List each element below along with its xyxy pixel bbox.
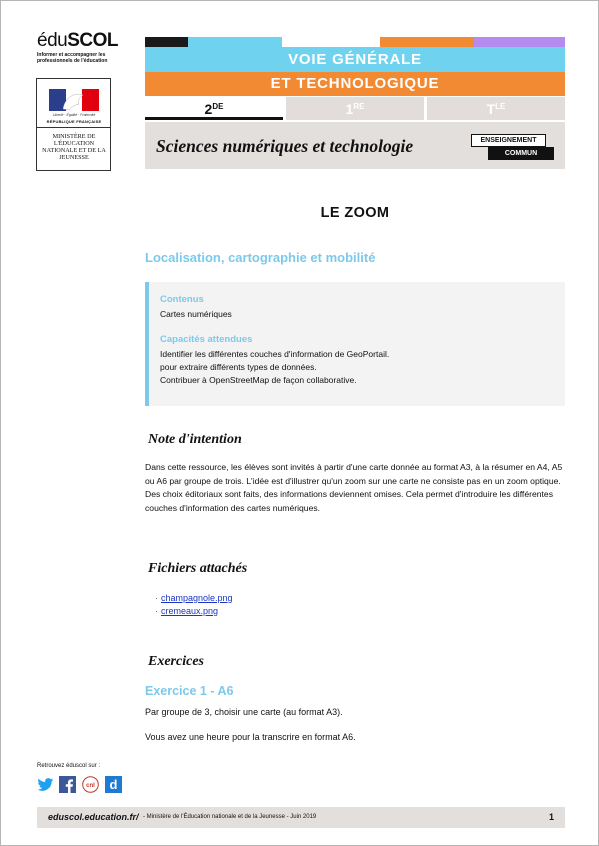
exercise-line: Vous avez une heure pour la transcrire en format A6. [145,732,356,742]
logo-wordmark: éduSCOL [37,30,118,51]
social-label: Retrouvez éduscol sur : [37,763,101,769]
bar-blue [188,37,282,47]
republic-label: RÉPUBLIQUE FRANÇAISE [46,119,102,124]
logo-tagline: Informer et accompagner les professionnels de l'éducation [37,52,108,64]
exercices-heading: Exercices [148,654,204,669]
exercise-title: Exercice 1 - A6 [145,684,234,698]
capacites-line: Contribuer à OpenStreetMap de façon collaborative. [160,375,357,385]
level-tab-tle[interactable]: $T^{LE}$ [427,97,565,120]
contenus-text: Cartes numériques [160,309,232,319]
bar-orange [380,37,474,47]
subject-title: Sciences numériques et technologie [156,136,414,156]
note-heading: Note d'intention [148,432,242,447]
canal-icon[interactable] [82,776,99,793]
svg-text:d: d [109,777,118,792]
subject-band [145,122,565,169]
program-box [145,282,565,406]
track-line2: ET TECHNOLOGIQUE [145,72,565,96]
ministry-logo [36,78,111,171]
bar-purple [474,37,565,47]
exercise-line: Par groupe de 3, choisir une carte (au format A3). [145,707,343,717]
file-link-cremeaux[interactable]: cremeaux.png [161,606,219,616]
logo-divider [37,127,110,128]
level-tab-1re[interactable]: 1RE [286,97,424,120]
capacites-line: Identifier les différentes couches d'information de GeoPortail. [160,349,390,359]
track-line1: VOIE GÉNÉRALE [145,47,565,72]
level-tab-2de[interactable]: 2DE [145,97,283,120]
marianne-flag-icon [49,89,99,111]
capacites-line: pour extraire différents types de données. [160,362,317,372]
bullet-icon: · [155,593,158,603]
svg-text:cnl: cnl [86,783,95,789]
page-number: 1 [548,812,554,822]
list-item [155,605,233,618]
file-list [155,592,233,618]
page-title: LE ZOOM [320,205,390,221]
enseignement-tag: ENSEIGNEMENT [471,134,546,147]
page-footer [37,807,565,828]
twitter-icon[interactable] [37,776,54,793]
color-bars [145,37,565,47]
facebook-icon[interactable] [59,776,76,793]
bullet-icon: · [155,606,158,616]
dailymotion-icon[interactable] [105,776,122,793]
files-heading: Fichiers attachés [148,561,248,576]
capacites-label: Capacités attendues [160,334,253,345]
commun-tag: COMMUN [488,147,554,160]
list-item [155,592,233,605]
file-link-champagnole[interactable]: champagnole.png [161,593,233,603]
footer-credit: - Ministère de l'Éducation nationale et de la Jeunesse - Juin 2019 [143,814,317,820]
footer-url[interactable]: eduscol.education.fr/ [48,812,139,822]
eduscol-logo[interactable] [37,31,117,64]
republic-motto: Liberté · Égalité · Fraternité [52,113,96,117]
level-tabs [145,97,565,120]
ministry-name: MINISTÈRE DE L'ÉDUCATION NATIONALE ET DE LA JEUNESSE [42,133,106,161]
section-heading: Localisation, cartographie et mobilité [145,250,376,265]
bar-black [145,37,188,47]
note-paragraph: Dans cette ressource, les élèves sont invités à partir d'une carte donnée au format A3, à la résumer en A4, A5 ou A6 par groupe de trois. L'idée est d'illustrer qu'un zoom sur une carte ne consiste pas en un zoom optique. Des choix éditoriaux sont faits, des informations deviennent omises. Cela permet d'introduire les différentes couches d'information des cartes numériques. [145,462,563,513]
contenus-label: Contenus [160,294,204,305]
